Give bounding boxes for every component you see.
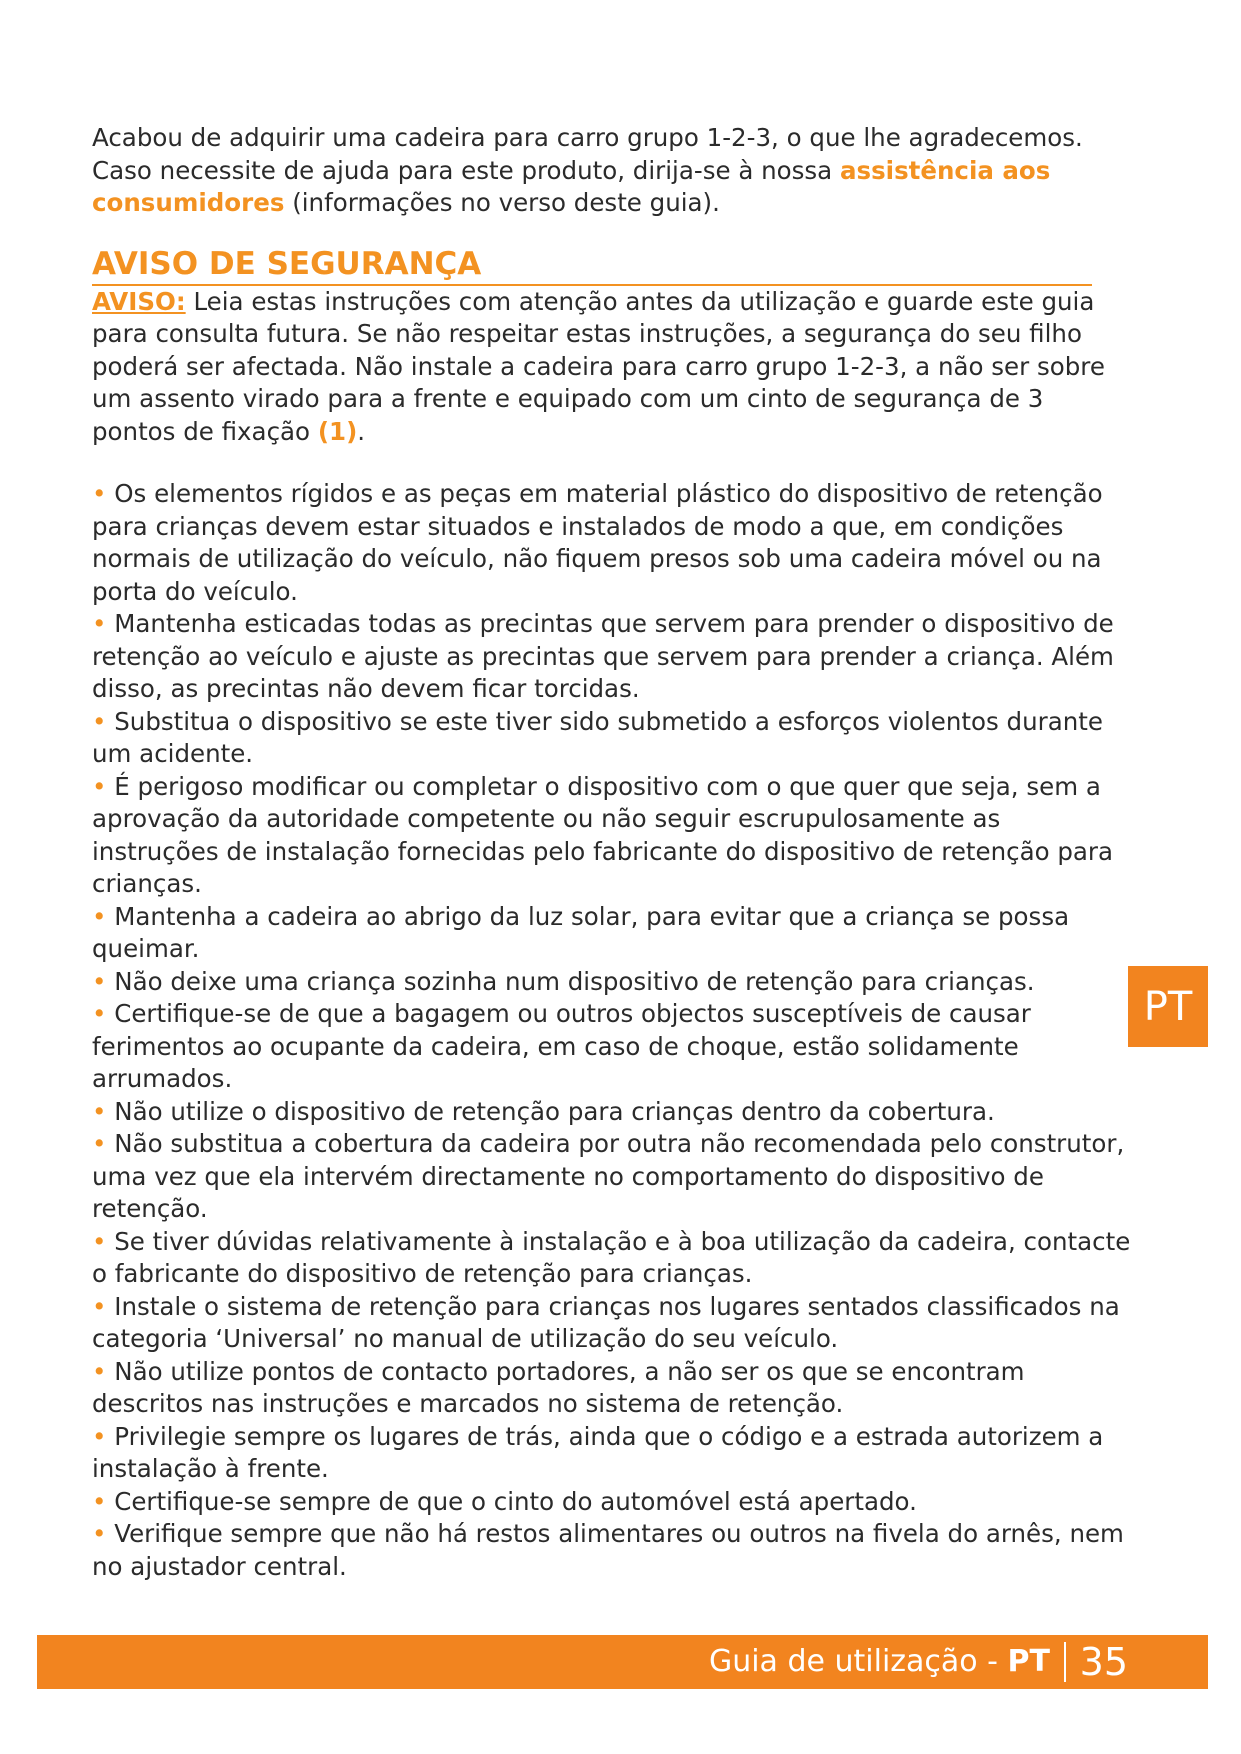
bullet-text: Se tiver dúvidas relativamente à instalação e à boa utilização da cadeira, contacte o fabricante do dispositivo de retenção para crianças.	[92, 1226, 1131, 1288]
bullet-item	[92, 771, 1132, 901]
bullet-dot-icon: •	[92, 706, 107, 736]
bullet-dot-icon: •	[92, 966, 107, 996]
bullet-dot-icon: •	[92, 1421, 107, 1451]
bullet-item	[92, 1356, 1132, 1421]
bullet-text: Verifique sempre que não há restos alimentares ou outros na fivela do arnês, nem no ajustador central.	[92, 1519, 1124, 1581]
footer-guide-label	[709, 1635, 1050, 1689]
page-content	[92, 122, 1132, 1583]
bullet-item	[92, 706, 1132, 771]
footer-guide-text: Guia de utilização -	[708, 1644, 1008, 1679]
bullet-text: Certifique-se de que a bagagem ou outros objectos susceptíveis de causar ferimentos ao ocupante da cadeira, em caso de choque, estão solidamente arrumados.	[92, 999, 1031, 1093]
bullet-item	[92, 608, 1132, 706]
bullet-text: Os elementos rígidos e as peças em material plástico do dispositivo de retenção para crianças devem estar situados e instalados de modo a que, em condições normais de utilização do veículo, não fiquem presos sob uma cadeira móvel ou na porta do veículo.	[92, 479, 1103, 606]
bullet-dot-icon: •	[92, 1486, 107, 1516]
warning-text: Leia estas instruções com atenção antes da utilização e guarde este guia para consulta futura. Se não respeitar estas instruções, a segurança do seu filho poderá ser afectada. Não instale a cadeira para carro grupo 1-2-3, a não ser sobre um assento virado para a frente e equipado com um cinto de segurança de 3 pontos de fixação	[92, 286, 1105, 446]
bullet-dot-icon: •	[92, 771, 107, 801]
footer-lang: PT	[1007, 1644, 1050, 1679]
footer-divider	[1064, 1642, 1066, 1682]
bullet-dot-icon: •	[92, 1356, 107, 1386]
bullet-item	[92, 1421, 1132, 1486]
bullet-item	[92, 1128, 1132, 1226]
section-title: AVISO DE SEGURANÇA	[92, 246, 1092, 286]
bullet-dot-icon: •	[92, 479, 107, 508]
bullet-dot-icon: •	[92, 1226, 107, 1256]
bullet-item	[92, 998, 1132, 1096]
bullet-item	[92, 1226, 1132, 1291]
bullet-dot-icon: •	[92, 999, 107, 1028]
figure-reference: (1)	[317, 416, 358, 446]
bullet-text: Substitua o dispositivo se este tiver sido submetido a esforços violentos durante um acidente.	[92, 706, 1103, 768]
warning-end: .	[357, 416, 366, 446]
consumer-assistance-link: assistência aos consumidores	[92, 155, 1051, 217]
bullet-text: Não substitua a cobertura da cadeira por outra não recomendada pelo construtor, uma vez que ela intervém directamente no comportamento do dispositivo de retenção.	[92, 1129, 1125, 1223]
bullet-dot-icon: •	[92, 1291, 107, 1321]
bullet-text: Não utilize o dispositivo de retenção para crianças dentro da cobertura.	[114, 1096, 995, 1126]
warning-paragraph	[92, 286, 1132, 449]
bullet-text: É perigoso modificar ou completar o dispositivo com o que quer que seja, sem a aprovação da autoridade competente ou não seguir escrupulosamente as instruções de instalação fornecidas pelo fabricante do dispositivo de retenção para crianças.	[92, 771, 1114, 898]
safety-bullet-list	[92, 478, 1132, 1583]
warning-label: AVISO:	[92, 286, 186, 316]
bullet-text: Não utilize pontos de contacto portadores, a não ser os que se encontram descritos nas instruções e marcados no sistema de retenção.	[92, 1356, 1025, 1418]
bullet-item	[92, 901, 1132, 966]
bullet-item	[92, 966, 1132, 999]
bullet-item	[92, 1096, 1132, 1129]
bullet-item	[92, 1291, 1132, 1356]
intro-text: Acabou de adquirir uma cadeira para carro grupo 1-2-3, o que lhe agradecemos. Caso necessite de ajuda para este produto, dirija-se à nossa	[92, 123, 1083, 185]
intro-paragraph	[92, 122, 1132, 220]
bullet-text: Mantenha a cadeira ao abrigo da luz solar, para evitar que a criança se possa queimar.	[92, 901, 1070, 963]
bullet-item	[92, 478, 1132, 608]
language-tab: PT	[1128, 966, 1208, 1047]
spacer	[92, 448, 1132, 478]
bullet-text: Instale o sistema de retenção para crianças nos lugares sentados classificados na categoria ‘Universal’ no manual de utilização do seu veículo.	[92, 1291, 1120, 1353]
bullet-text: Privilegie sempre os lugares de trás, ainda que o código e a estrada autorizem a instalação à frente.	[92, 1421, 1104, 1483]
bullet-dot-icon: •	[92, 1519, 107, 1548]
bullet-text: Não deixe uma criança sozinha num dispositivo de retenção para crianças.	[114, 966, 1035, 996]
page-number: 35	[1079, 1640, 1128, 1684]
bullet-text: Certifique-se sempre de que o cinto do automóvel está apertado.	[114, 1486, 917, 1516]
bullet-text: Mantenha esticadas todas as precintas que servem para prender o dispositivo de retenção ao veículo e ajuste as precintas que servem para prender a criança. Além disso, as precintas não devem ficar torcidas.	[92, 609, 1114, 703]
bullet-dot-icon: •	[92, 609, 107, 638]
bullet-dot-icon: •	[92, 1096, 107, 1126]
footer-bar	[37, 1635, 1208, 1689]
bullet-dot-icon: •	[92, 1129, 107, 1158]
bullet-item	[92, 1518, 1132, 1583]
bullet-dot-icon: •	[92, 901, 107, 931]
intro-text-end: (informações no verso deste guia).	[284, 188, 720, 217]
bullet-item	[92, 1486, 1132, 1519]
